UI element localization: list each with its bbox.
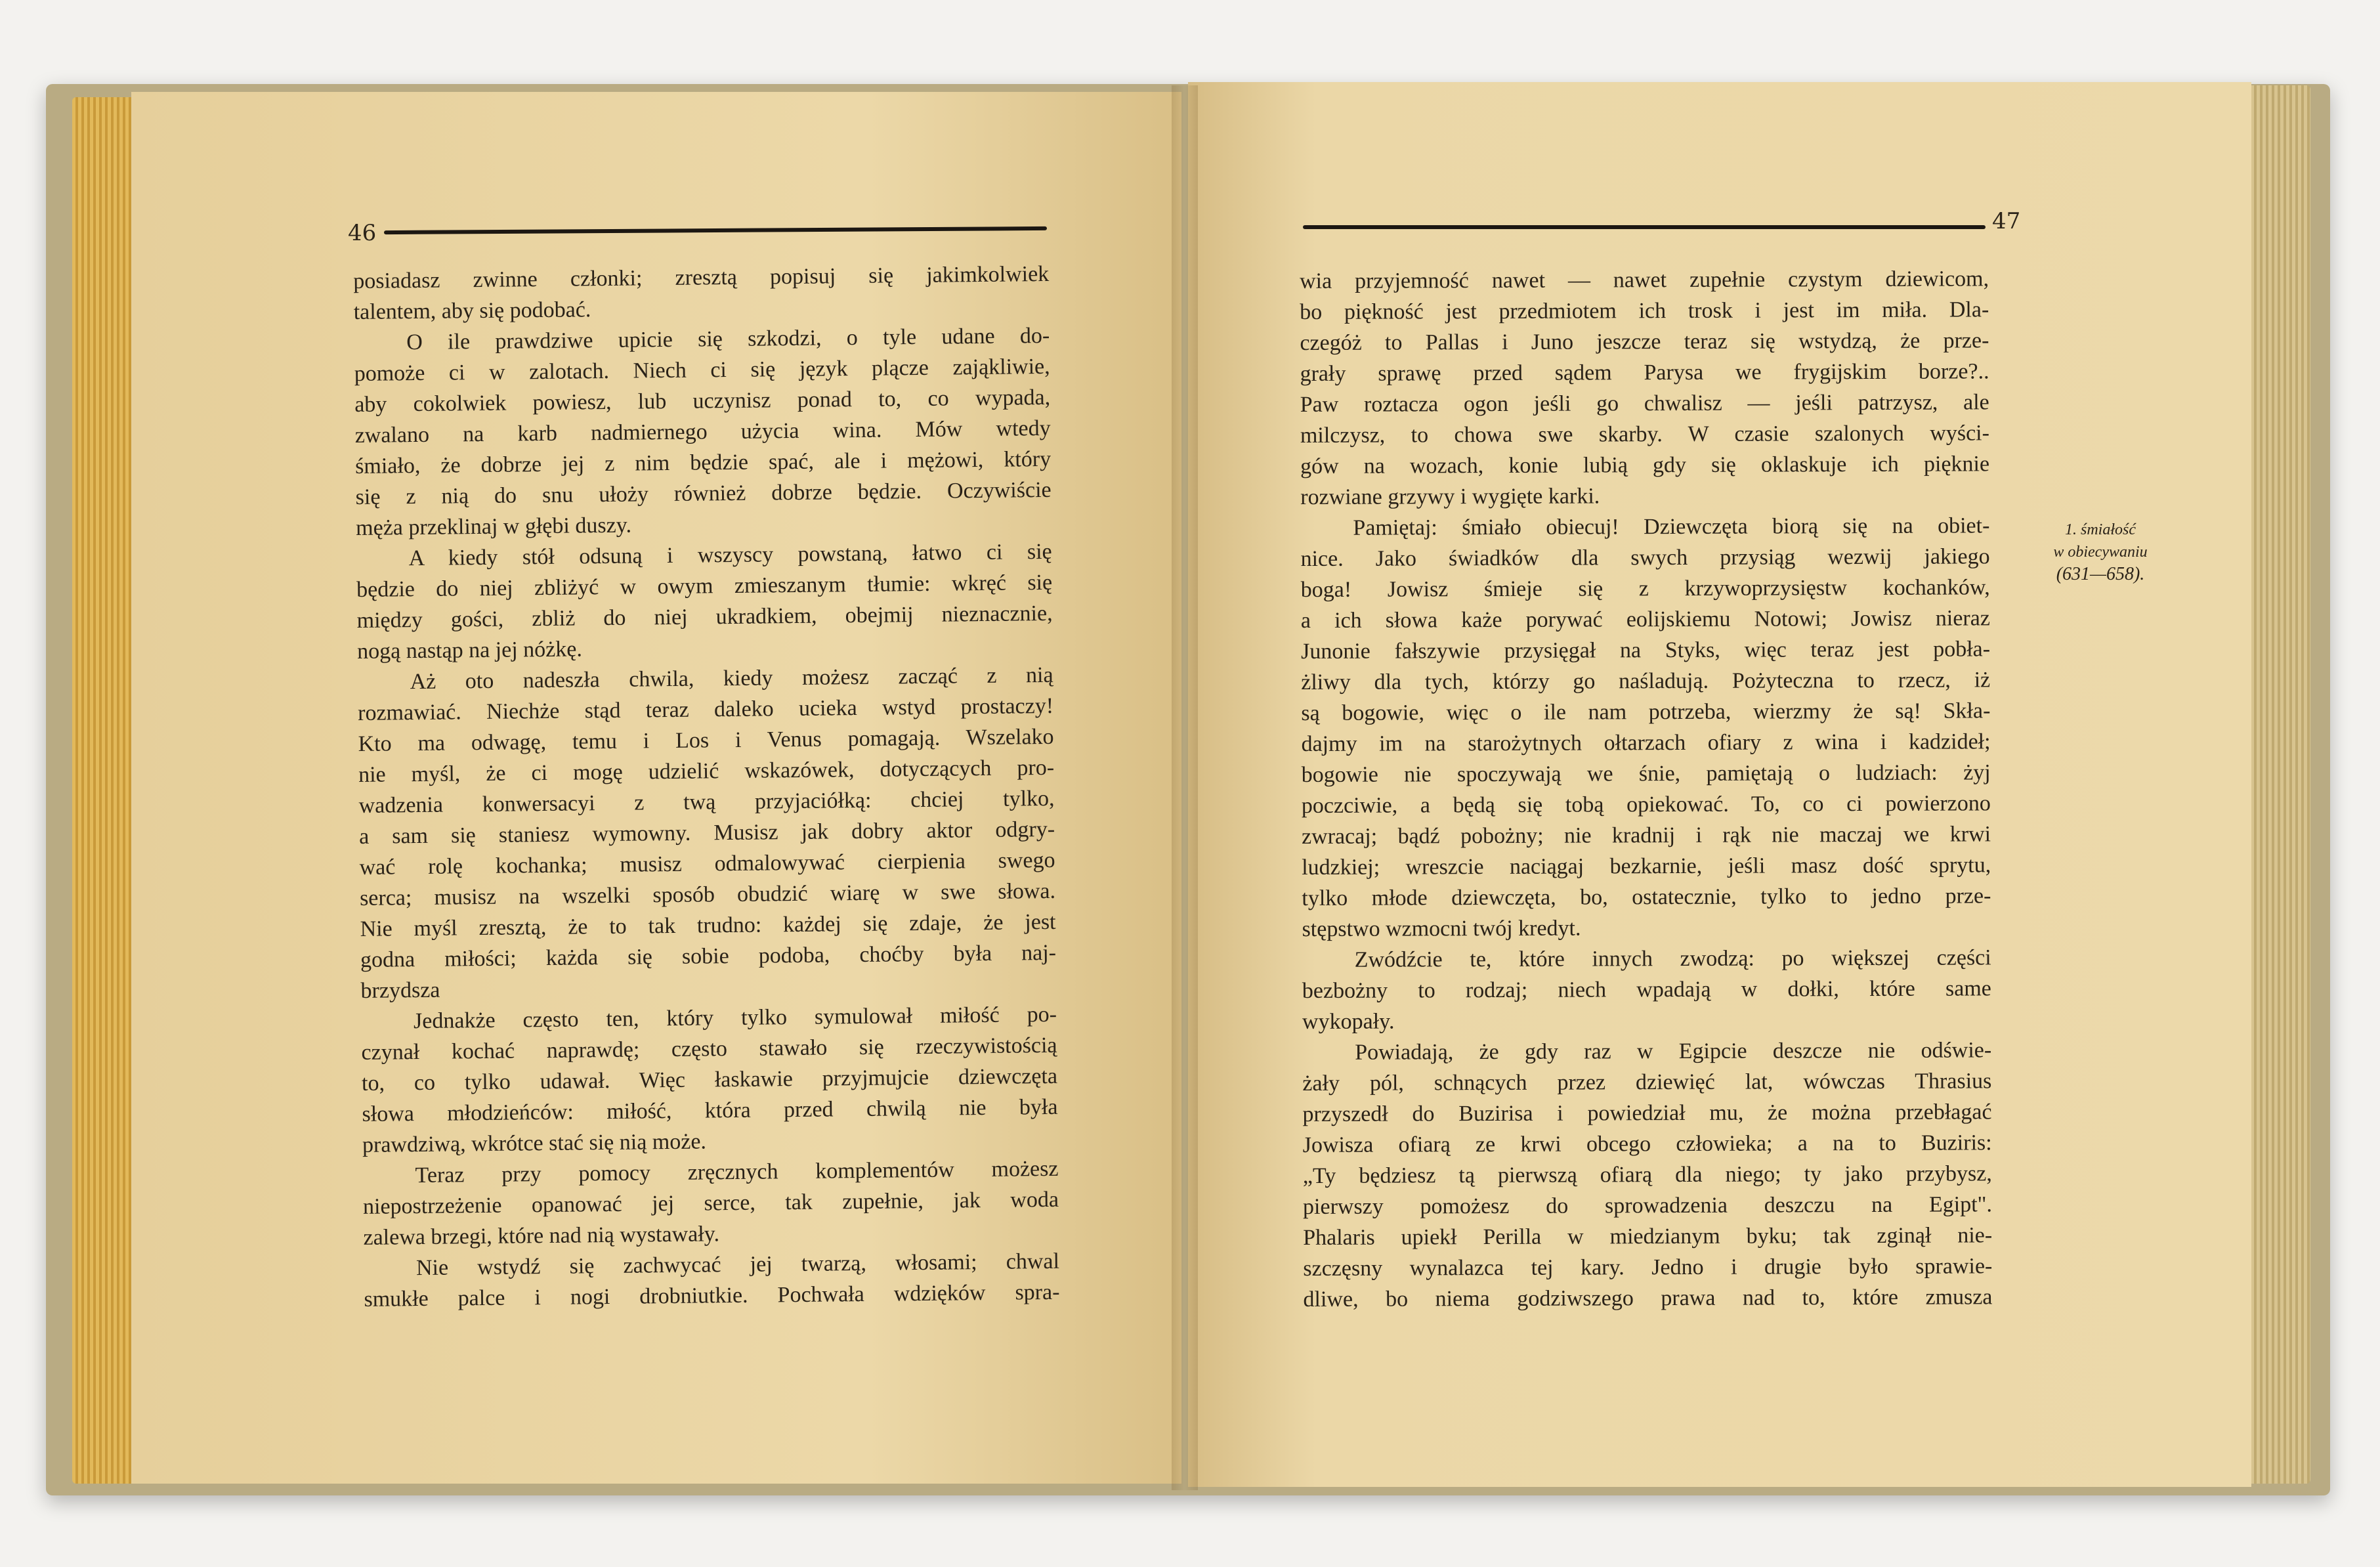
right-page xyxy=(1188,82,2251,1487)
text-line: nie myśl, że ci mogę udzielić wskazówek, dotyczących pro- xyxy=(358,755,1055,787)
text-line: słowa młodzieńców: miłość, która przed chwilą nie była xyxy=(362,1094,1058,1127)
text-line: się z nią do snu ułoży również dobrze będzie. Oczywiście xyxy=(355,477,1052,509)
text-line: nice. Jako świadków dla swych przysiąg wezwij jakiego xyxy=(1300,544,1990,571)
text-line: nogą nastąp na jej nóżkę. xyxy=(356,637,583,664)
book-gutter xyxy=(1172,85,1198,1490)
text-line: bezbożny to rodzaj; niech wpadają w dołki, które same xyxy=(1302,976,1991,1003)
text-line: rozmawiać. Niechże stąd teraz daleko ucieka wstyd prostaczy! xyxy=(357,693,1054,725)
text-line: męża przeklinaj w głębi duszy. xyxy=(355,513,632,540)
text-line: godna miłości; każda się sobie podoba, choćby była naj- xyxy=(360,940,1057,972)
text-line: między gości, zbliż do niej ukradkiem, obejmij nieznacznie, xyxy=(356,601,1053,633)
text-line: wać rolę kochanka; musisz odmalowywać cierpienia swego xyxy=(359,848,1055,880)
text-line: serca; musisz na wszelki sposób obudzić wiarę w swe słowa. xyxy=(359,878,1056,911)
margin-note-line3: (631—658). xyxy=(2056,564,2145,584)
text-line: Powiadają, że gdy raz w Egipcie deszcze nie odświe- xyxy=(1355,1038,1992,1065)
text-line: Nie wstydź się zachwycać jej twarzą, włosami; chwal xyxy=(415,1249,1060,1281)
text-line: przyszedł do Buzirisa i powiedział mu, że można przebłagać xyxy=(1302,1100,1992,1127)
text-line: zalewa brzegi, które nad nią wystawały. xyxy=(363,1222,720,1250)
text-line: zwalano na karb nadmiernego użycia wina. Mów wtedy xyxy=(354,416,1051,448)
text-line: „Ty będziesz tą pierwszą ofiarą dla niego; ty jako przybysz, xyxy=(1302,1161,1992,1188)
text-line: żliwy dla tych, którzy go naśladują. Pożyteczna to rzecz, iż xyxy=(1301,668,1991,695)
text-line: dajmy im na starożytnych ołtarzach ofiary z wina i kadzideł; xyxy=(1301,729,1991,756)
text-line: Kto ma odwagę, temu i Los i Venus pomagają. Wszelako xyxy=(358,724,1054,756)
text-line: stępstwo wzmocni twój kredyt. xyxy=(1302,916,1581,941)
text-line: wadzenia konwersacyi z twą przyjaciółką: chciej tylko, xyxy=(358,786,1055,818)
text-line: będzie do niej zbliżyć w owym zmieszanym tłumie: wkręć się xyxy=(356,570,1053,602)
text-line: rozwiane grzywy i wygięte karki. xyxy=(1300,484,1600,509)
text-line: szczęsny wynalazca tej kary. Jedno i drugie było sprawie- xyxy=(1303,1254,1993,1281)
text-line: Pamiętaj: śmiało obiecuj! Dziewczęta biorą się na obiet- xyxy=(1353,513,1990,540)
text-line: milczysz, to chowa swe skarby. W czasie szalonych wyści- xyxy=(1300,421,1989,448)
text-line: zwracaj; bądź pobożny; nie kradnij i rąk nie maczaj we krwi xyxy=(1301,822,1991,849)
text-line: śmiało, że dobrze jej z nim będzie spać, ale i mężowi, który xyxy=(355,446,1052,479)
text-line: tylko młode dziewczęta, bo, ostatecznie, tylko to jedno prze- xyxy=(1302,884,1991,911)
text-line: czynał kochać naprawdę; często stawało się rzeczywistością xyxy=(361,1033,1057,1065)
text-line: aby cokolwiek powiesz, lub uczynisz ponad to, co wypada, xyxy=(354,385,1051,417)
text-line: gów na wozach, konie lubią gdy się oklaskuje ich pięknie xyxy=(1300,452,1990,479)
right-page-body xyxy=(1300,263,1993,1315)
text-line: czegóż to Pallas i Juno jeszcze teraz się wstydzą, że prze- xyxy=(1300,328,1989,355)
text-line: a sam się staniesz wymowny. Musisz jak dobry aktor odgry- xyxy=(358,817,1055,849)
text-line: Nie myśl zresztą, że to tak trudno: każdej się zdaje, że jest xyxy=(360,909,1056,941)
text-line: wia przyjemność nawet — nawet zupełnie czystym dziewicom, xyxy=(1300,267,1989,293)
text-line: prawdziwą, wkrótce stać się nią może. xyxy=(362,1129,707,1157)
text-line: poczciwie, a będą się tobą opiekować. To, co ci powierzono xyxy=(1301,791,1991,818)
text-line: bogowie nie spoczywają we śnie, pamiętają o ludziach: żyj xyxy=(1301,760,1991,787)
text-line: Junonie fałszywie przysięgał na Styks, więc teraz jest pobła- xyxy=(1300,637,1991,664)
text-line: O ile prawdziwe upicie się szkodzi, o tyle udane do- xyxy=(406,323,1050,355)
text-line: Paw roztacza ogon jeśli go chwalisz — jeśli patrzysz, ale xyxy=(1300,390,1989,417)
margin-note-line1: 1. śmiałość xyxy=(2065,521,2136,538)
left-page xyxy=(131,92,1181,1484)
text-line: bo piękność jest przedmiotem ich trosk i jest im miła. Dla- xyxy=(1300,297,1989,324)
text-line: a ich słowa każe porywać eolijskiemu Notowi; Jowisz nieraz xyxy=(1300,606,1990,633)
text-line: smukłe palce i nogi drobniutkie. Pochwała wdzięków spra- xyxy=(364,1279,1060,1312)
right-page-edges xyxy=(2245,85,2310,1484)
header-rule-right xyxy=(1303,225,1986,229)
header-rule-left xyxy=(384,226,1047,234)
text-line: grały sprawę przed sądem Parysa we frygijskim borze?.. xyxy=(1300,359,1989,386)
page-number-right: 47 xyxy=(1992,208,2021,234)
text-line: talentem, aby się podobać. xyxy=(353,297,591,324)
text-line: są bogowie, więc o ile nam potrzeba, wierzmy że są! Skła- xyxy=(1301,698,1991,725)
margin-note-line2: w obiecywaniu xyxy=(2053,544,2148,561)
text-line: to, co tylko udawał. Więc łaskawie przyjmujcie dziewczęta xyxy=(361,1063,1058,1096)
text-line: dliwe, bo niema godziwszego prawa nad to, które zmusza xyxy=(1303,1285,1993,1312)
text-line: Zwódźcie te, które innych zwodzą: po większej części xyxy=(1354,945,1991,972)
page-number-left: 46 xyxy=(348,220,377,246)
text-line: posiadasz zwinne członki; zresztą popisuj się jakimkolwiek xyxy=(353,261,1050,293)
text-line: ludzkiej; wreszcie naciągaj bezkarnie, jeśli masz dość sprytu, xyxy=(1302,853,1991,880)
text-line: wykopały. xyxy=(1302,1009,1395,1034)
text-line: Teraz przy pomocy zręcznych komplementów możesz xyxy=(415,1156,1059,1188)
margin-note xyxy=(2025,519,2176,586)
text-line: brzydsza xyxy=(360,977,440,1003)
text-line: pomoże ci w zalotach. Niech ci się język plącze zająkliwie, xyxy=(354,354,1050,386)
text-line: A kiedy stół odsuną i wszyscy powstaną, łatwo ci się xyxy=(408,539,1052,571)
text-line: Jednakże często ten, który tylko symulował miłość po- xyxy=(413,1002,1057,1034)
text-line: żały pól, schnących przez dziewięć lat, wówczas Thrasius xyxy=(1302,1069,1992,1096)
left-page-body xyxy=(353,259,1060,1315)
text-line: pierwszy pomożesz do sprowadzenia deszczu na Egipt". xyxy=(1302,1192,1993,1219)
text-line: niepostrzeżenie opanować jej serce, tak zupełnie, jak woda xyxy=(362,1187,1059,1219)
text-line: boga! Jowisz śmieje się z krzywoprzysięstw kochanków, xyxy=(1300,575,1990,602)
text-line: Jowisza ofiarą ze krwi obcego człowieka; a na to Buziris: xyxy=(1302,1130,1992,1157)
text-line: Aż oto nadeszła chwila, kiedy możesz zacząć z nią xyxy=(410,662,1053,695)
text-line: Phalaris upiekł Perilla w miedzianym byku; tak zginął nie- xyxy=(1303,1223,1993,1250)
